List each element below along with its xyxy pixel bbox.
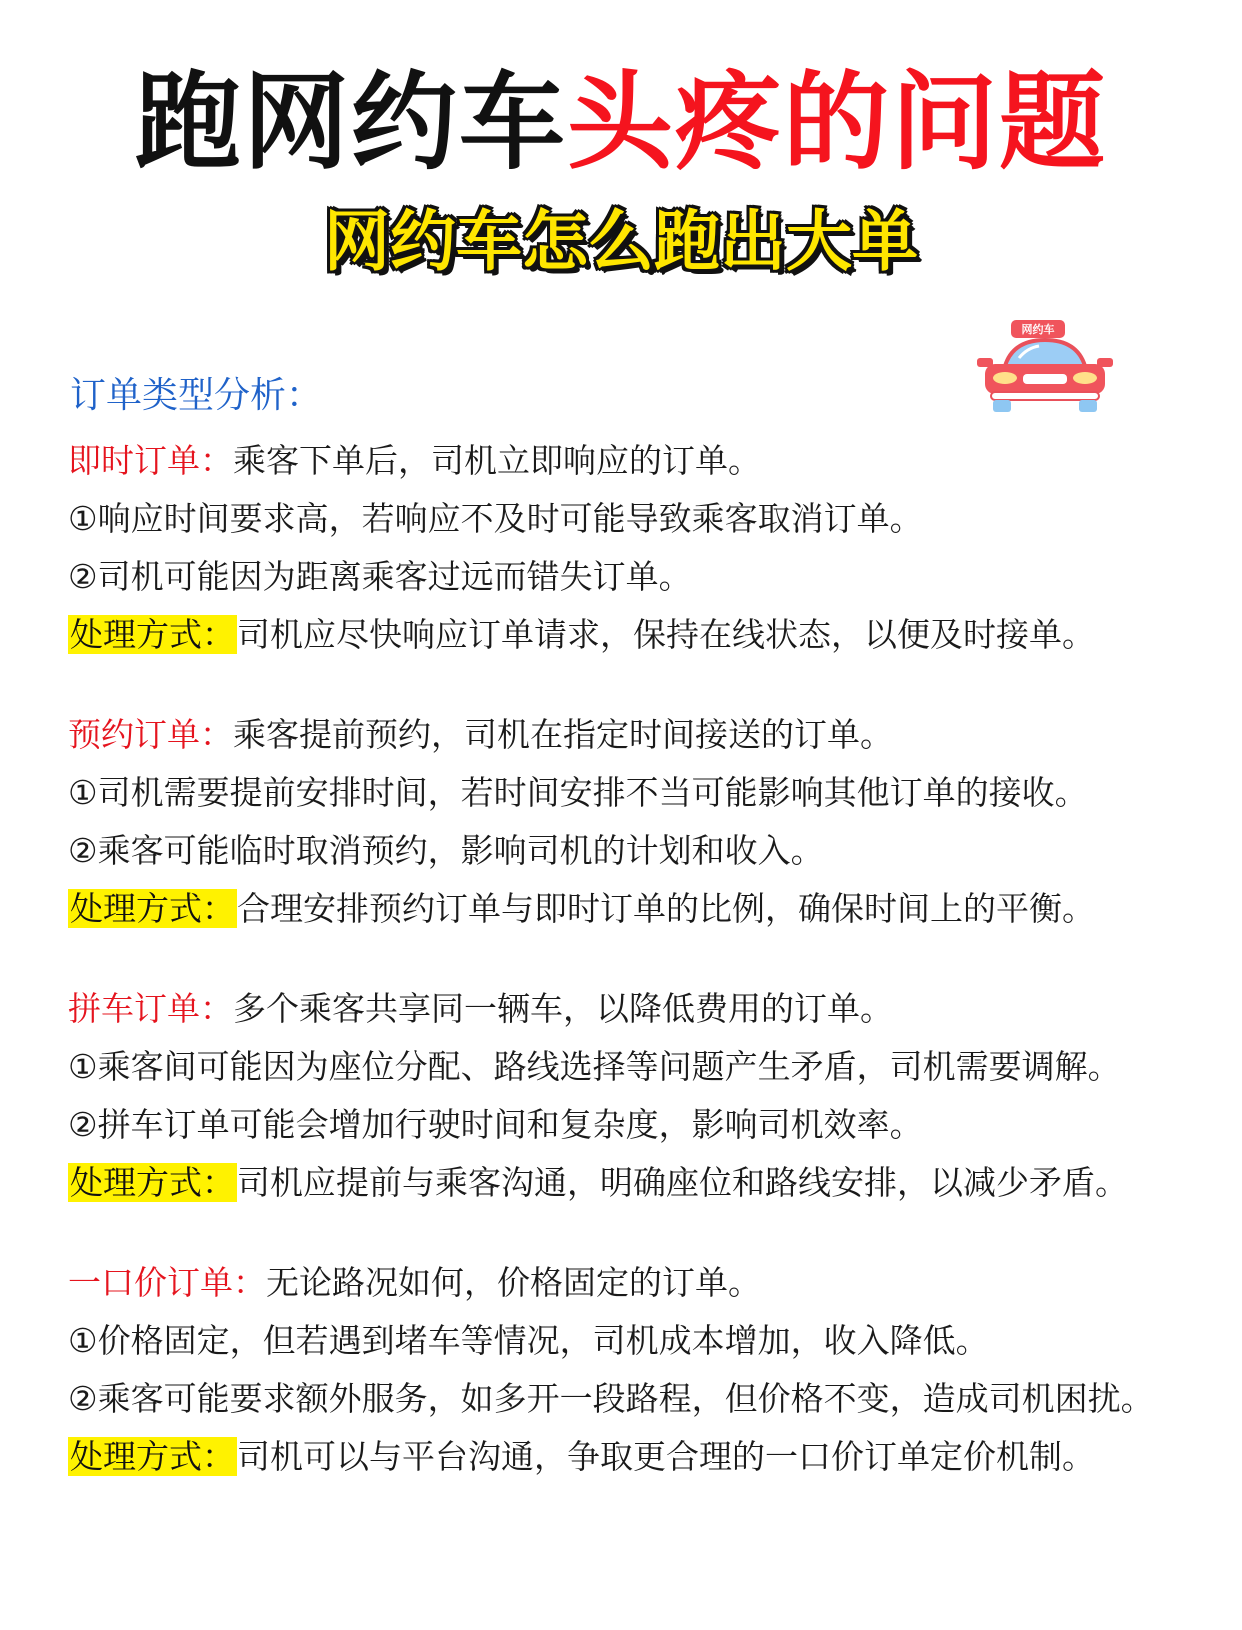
order-type-label: 预约订单： xyxy=(68,715,233,754)
method-label: 处理方式： xyxy=(70,889,235,928)
order-type-line xyxy=(68,1254,1218,1312)
order-types-list xyxy=(68,432,1218,1528)
order-point: ①司机需要提前安排时间，若时间安排不当可能影响其他订单的接收。 xyxy=(68,773,1088,812)
order-type-label: 即时订单： xyxy=(68,441,233,480)
page-title xyxy=(0,58,1242,188)
order-point: ①价格固定，但若遇到堵车等情况，司机成本增加，收入降低。 xyxy=(68,1321,989,1360)
title-part-black: 跑网约车 xyxy=(135,61,567,184)
order-type-desc: 无论路况如何，价格固定的订单。 xyxy=(266,1263,761,1302)
order-point: ②拼车订单可能会增加行驶时间和复杂度，影响司机效率。 xyxy=(68,1105,923,1144)
method-text: 司机可以与平台沟通，争取更合理的一口价订单定价机制。 xyxy=(237,1437,1095,1476)
method-line xyxy=(68,880,1218,938)
order-point: ①乘客间可能因为座位分配、路线选择等问题产生矛盾，司机需要调解。 xyxy=(68,1047,1121,1086)
method-label: 处理方式： xyxy=(70,615,235,654)
order-group-instant xyxy=(68,432,1218,664)
method-text: 司机应提前与乘客沟通，明确座位和路线安排，以减少矛盾。 xyxy=(237,1163,1128,1202)
method-label: 处理方式： xyxy=(70,1163,235,1202)
order-type-line xyxy=(68,980,1218,1038)
title-part-red: 头疼的问题 xyxy=(567,61,1107,184)
section-heading: 订单类型分析： xyxy=(70,375,323,416)
order-group-reservation xyxy=(68,706,1218,938)
order-type-label: 一口价订单： xyxy=(68,1263,266,1302)
order-point: ②乘客可能要求额外服务，如多开一段路程，但价格不变，造成司机困扰。 xyxy=(68,1379,1154,1418)
method-label: 处理方式： xyxy=(70,1437,235,1476)
method-line xyxy=(68,606,1218,664)
order-type-label: 拼车订单： xyxy=(68,989,233,1028)
car-badge-label: 网约车 xyxy=(1021,323,1055,336)
order-type-line xyxy=(68,432,1218,490)
order-group-carpool xyxy=(68,980,1218,1212)
order-point: ②乘客可能临时取消预约，影响司机的计划和收入。 xyxy=(68,831,824,870)
method-text: 合理安排预约订单与即时订单的比例，确保时间上的平衡。 xyxy=(237,889,1095,928)
order-type-line xyxy=(68,706,1218,764)
order-type-desc: 乘客下单后，司机立即响应的订单。 xyxy=(233,441,761,480)
car-icon xyxy=(975,318,1115,418)
order-point: ②司机可能因为距离乘客过远而错失订单。 xyxy=(68,557,692,596)
order-group-fixed-price xyxy=(68,1254,1218,1486)
order-type-desc: 乘客提前预约，司机在指定时间接送的订单。 xyxy=(233,715,893,754)
method-line xyxy=(68,1428,1218,1486)
method-line xyxy=(68,1154,1218,1212)
page-subtitle: 网约车怎么跑出大单 xyxy=(324,203,918,280)
method-text: 司机应尽快响应订单请求，保持在线状态，以便及时接单。 xyxy=(237,615,1095,654)
order-point: ①响应时间要求高，若响应不及时可能导致乘客取消订单。 xyxy=(68,499,923,538)
order-type-desc: 多个乘客共享同一辆车，以降低费用的订单。 xyxy=(233,989,893,1028)
